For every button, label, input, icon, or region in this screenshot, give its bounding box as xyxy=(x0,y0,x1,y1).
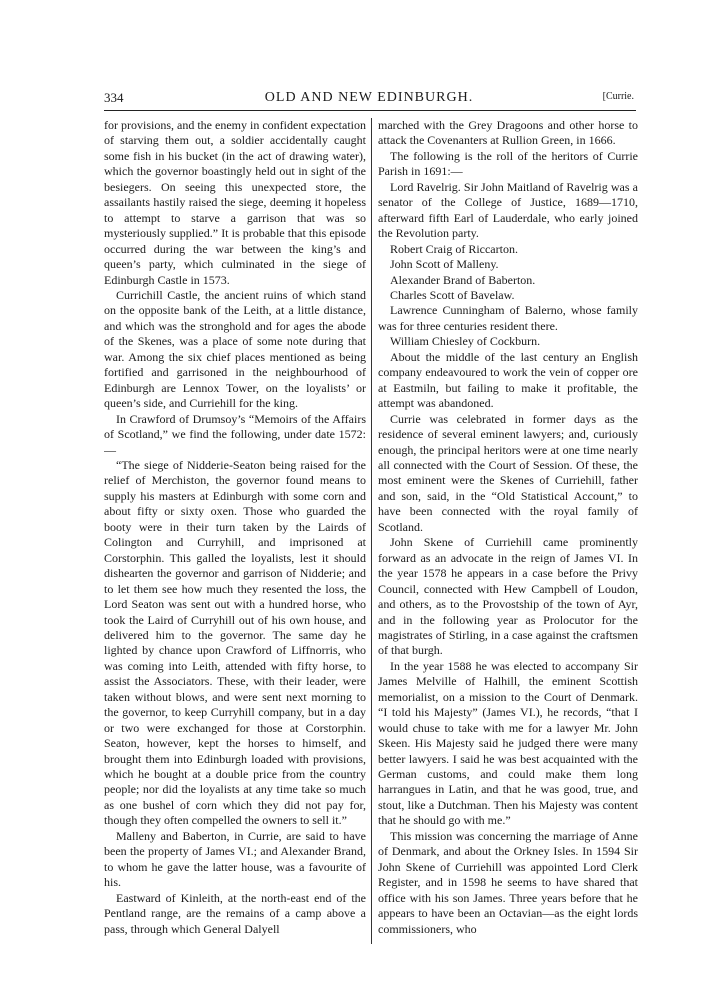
paragraph: William Chiesley of Cockburn. xyxy=(390,334,541,349)
paragraph: Currichill Castle, the ancient ruins of which stand on the opposite bank of the Leith, at a little distance, and which was the stronghold and for ages the abode of the Skenes, was a place of some note during that war. Among the six chief places mentioned as being fortified and garrisoned in the neighbourhood of Edinburgh are Lennox Tower, on the loyalists’ or queen’s side, and Curriehill for the king. xyxy=(104,287,366,411)
column-divider xyxy=(371,118,372,944)
paragraph: “The siege of Nidderie-Seaton being raised for the relief of Merchiston, the governor found means to supply his masters at Edinburgh with some corn and about fifty or sixty oxen. Those who guarded the booty were in their turn taken by the Lairds of Colington and Curryhill, and imprisoned at Corstorphin. This galled the loyalists, lest it should dishearten the governor and garrison of Nidderie; and to let them see how much they resented the loss, the Lord Seaton was sent out with a hundred horse, who took the Laird of Curryhill out of his own house, and delivered him to the governor. The same day he lighted by chance upon Crawford of Liffnorris, who was coming into Leith, attended with fifty horse, to assist the Associators. These, with their leader, were taken without blows, and were sent next morning to the governor, to keep Curryhill company, but in a day or two were exchanged for those at Corstorphin. Seaton, however, kept the horses to himself, and brought them into Edinburgh loaded with provisions, which he bought at a double price from the country people; nor did the loyalists at any time take so much as one bushel of corn which they did not pay for, though they often compelled the owners to sell it.” xyxy=(104,457,366,828)
page-number: 334 xyxy=(104,90,124,105)
paragraph: Eastward of Kinleith, at the north-east end of the Pentland range, are the remains of a camp above a pass, through which General Dalyell xyxy=(104,890,366,936)
paragraph: Lord Ravelrig. Sir John Maitland of Ravelrig was a senator of the College of Justice, 1689—1710, afterward fifth Earl of Lauderdale, who early joined the Revolution party. xyxy=(378,179,638,241)
paragraph: John Skene of Curriehill came prominently forward as an advocate in the reign of James VI. In the year 1578 he appears in a case before the Privy Council, connected with Hew Campbell of Loudon, and others, as to the Provostship of the town of Ayr, and in the following year as Prolocutor for the magistrates of Stirling, in a case against the craftsmen of that burgh. xyxy=(378,535,638,658)
paragraph: Robert Craig of Riccarton. xyxy=(390,241,518,256)
paragraph: for provisions, and the enemy in confident expectation of starving them out, a soldier accidentally caught some fish in his bucket (in the act of drawing water), which the governor boastingly held out in sight of the besiegers. On seeing this unexpected store, the assailants hastily raised the siege, deeming it hopeless to attempt to starve a garrison that was so mysteriously supplied.” It is probable that this episode occurred during the war between the king’s and queen’s party, which culminated in the siege of Edinburgh Castle in 1573. xyxy=(104,118,366,287)
page-header xyxy=(104,90,634,110)
running-title: OLD AND NEW EDINBURGH. xyxy=(264,90,474,105)
paragraph: John Scott of Malleny. xyxy=(390,257,499,272)
paragraph: The following is the roll of the heritors of Currie Parish in 1691:— xyxy=(378,148,638,179)
paragraph: Currie was celebrated in former days as the residence of several eminent lawyers; and, curiously enough, the principal heritors were at one time nearly all connected with the Court of Session. Of these, the most eminent were the Skenes of Curriehill, father and son, said, in the “Old Statistical Account,” to have been connected with the royal family of Scotland. xyxy=(378,411,638,534)
left-column xyxy=(104,118,366,948)
paragraph: Charles Scott of Bavelaw. xyxy=(390,287,515,302)
paragraph: Lawrence Cunningham of Balerno, whose family was for three centuries resident there. xyxy=(378,303,638,333)
paragraph: marched with the Grey Dragoons and other horse to attack the Covenanters at Rullion Green, in 1666. xyxy=(378,118,638,148)
paragraph: Alexander Brand of Baberton. xyxy=(390,272,536,287)
paragraph: In Crawford of Drumsoy’s “Memoirs of the Affairs of Scotland,” we find the following, under date 1572:— xyxy=(104,411,366,457)
right-column xyxy=(378,118,638,948)
section-label: [Currie. xyxy=(602,91,634,102)
paragraph: In the year 1588 he was elected to accompany Sir James Melville of Halhill, the eminent Scottish memorialist, on a mission to the Court of Denmark. “I told his Majesty” (James VI.), he records, “that I would chuse to take with me for a lawyer Mr. John Skeen. His Majesty said he judged there were many better lawyers. I said he was best acquainted with the German customs, and could make them long harrangues in Latin, and that he was good, true, and stout, like a Dutchman. Then his Majesty was content that he should go with me.” xyxy=(378,658,638,828)
paragraph: This mission was concerning the marriage of Anne of Denmark, and about the Orkney Isles. In 1594 Sir John Skene of Curriehill was appointed Lord Clerk Register, and in 1598 he seems to have shared that office with his son James. Three years before that he appears to have been an Octavian—as the eight lords commissioners, who xyxy=(378,828,638,936)
header-rule xyxy=(104,110,636,111)
paragraph: Malleny and Baberton, in Currie, are said to have been the property of James VI.; and Alexander Brand, to whom he gave the latter house, was a favourite of his. xyxy=(104,828,366,890)
paragraph: About the middle of the last century an English company endeavoured to work the vein of copper ore at Eastmiln, but failing to make it profitable, the attempt was abandoned. xyxy=(378,349,638,411)
